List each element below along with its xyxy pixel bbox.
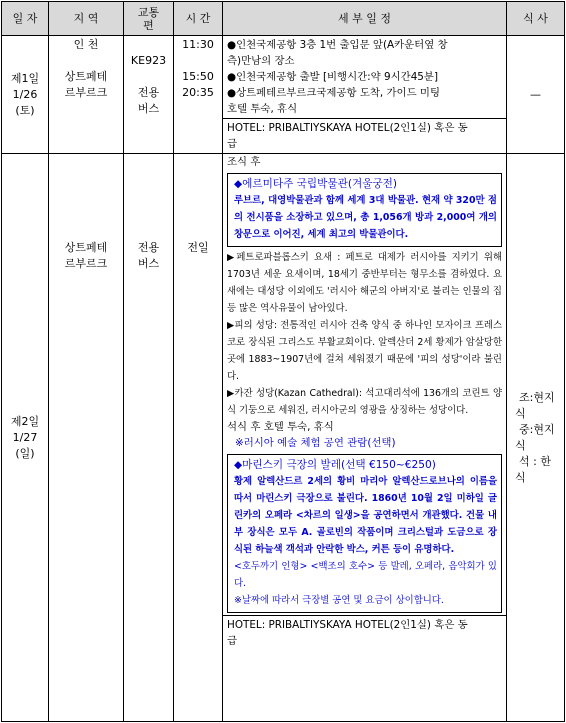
- header-day: 일 자: [2, 2, 49, 36]
- mariinsky-box: [227, 454, 502, 613]
- mariinsky-body: 황제 알렉산드르 2세의 황비 마리아 알렉산드로브나의 이름을 따서 마린스키 극장으로 불린다. 1860년 10월 2일 미하일 글린카의 오페라 <차르의 일생>을 공연하면서 개관했다. 건물 내부 장식은 모두 A. 골로빈의 작품이며 크리스털과 도금으로 장식된 하늘색 객석과 안락한 박스, 커튼 등이 유명하다.: [234, 476, 497, 555]
- header-details: 세 부 일 정: [223, 2, 507, 36]
- day2-row: [2, 154, 565, 722]
- day1-time: 11:30 15:50 20:35: [174, 36, 223, 154]
- day2-details: [223, 154, 507, 722]
- header-time: 시 간: [174, 2, 223, 36]
- day1-meal: —: [507, 36, 565, 154]
- kazan-cathedral: ▶카잔 성당(Kazan Cathedral): 석고대리석에 136개의 코린트 양식 기둥으로 세워진, 러시아군의 영광을 상징하는 성당이다.: [227, 388, 502, 416]
- header-transport: 교통 편: [124, 2, 174, 36]
- day2-date: 제2일 1/27 (일): [2, 154, 49, 722]
- after-breakfast: 조식 후: [227, 156, 261, 168]
- header-region: 지 역: [49, 2, 124, 36]
- day1-row: [2, 36, 565, 154]
- hermitage-title: ◆에르미타주 국립박물관(겨울궁전): [234, 178, 398, 190]
- day2-transport: 전용 버스: [124, 154, 174, 722]
- day1-details: ●인천국제공항 3층 1번 출입문 앞(A카운터옆 창 측)만남의 장소 ●인천국제공항 출발 [비행시간:약 9시간45분] ●상트페테르부르크국제공항 도착, 가이드 미팅 호텔 투숙, 휴식 HOTEL: PRIBALTIYSKAYA HOTEL(2인1실) 혹은 동 급: [223, 36, 507, 154]
- day2-meal: 조:현지 식 중:현지 식 석 : 한 식: [507, 154, 565, 722]
- peter-paul-fortress: ▶페트로파블롭스키 요새 : 페트로 대제가 러시아를 지키기 위해 1703년 세운 요새이며, 18세기 중반부터는 형무소를 겸하였다. 요새에는 대성당 이외에도 '러시아 해군의 아버지'로 불리는 인물의 집 등 많은 역사유물이 남아있다.: [227, 252, 502, 314]
- mariinsky-title: ◆마린스키 극장의 발레(선택 €150~€250): [234, 459, 436, 471]
- day2-region: 상트페테 르부르크: [49, 154, 124, 722]
- optional-show: ※러시아 예술 체험 공연 관람(선택): [235, 437, 396, 449]
- day1-date: 제1일 1/26 (토): [2, 36, 49, 154]
- hermitage-body: 루브르, 대영박물관과 함께 세계 3대 박물관. 현재 약 320만 점의 전시품을 소장하고 있으며, 총 1,056개 방과 2,000여 개의 창문으로 이어진, 세계 최고의 박물관이다.: [234, 195, 497, 240]
- day1-transport: KE923 전용 버스: [124, 36, 174, 154]
- mariinsky-works: <호두까기 인형> <백조의 호수> 등 발레, 오페라, 음악회가 있다.: [234, 561, 497, 589]
- day2-time: 전일: [174, 154, 223, 722]
- itinerary-table: [1, 1, 565, 722]
- dinner-note: 석식 후 호텔 투숙, 휴식: [227, 421, 334, 433]
- church-spilled-blood: ▶피의 성당: 전통적인 러시아 건축 양식 중 하나인 모자이크 프레스코로 장식된 그리스도 부활교회이다. 알렉산더 2세 황제가 암살당한 곳에 1883~1907년에 걸쳐 세워졌기 때문에 '피의 성당'이라 불린다.: [227, 320, 502, 382]
- header-row: [2, 2, 565, 36]
- day2-hotel: HOTEL: PRIBALTIYSKAYA HOTEL(2인1실) 혹은 동 급: [223, 615, 506, 649]
- header-meal: 식 사: [507, 2, 565, 36]
- day1-region: 인 천 상트페테 르부르크: [49, 36, 124, 154]
- day1-hotel: HOTEL: PRIBALTIYSKAYA HOTEL(2인1실) 혹은 동 급: [223, 118, 506, 152]
- mariinsky-note: ※날짜에 따라서 극장별 공연 및 요금이 상이합니다.: [234, 595, 444, 606]
- hermitage-box: [227, 173, 502, 247]
